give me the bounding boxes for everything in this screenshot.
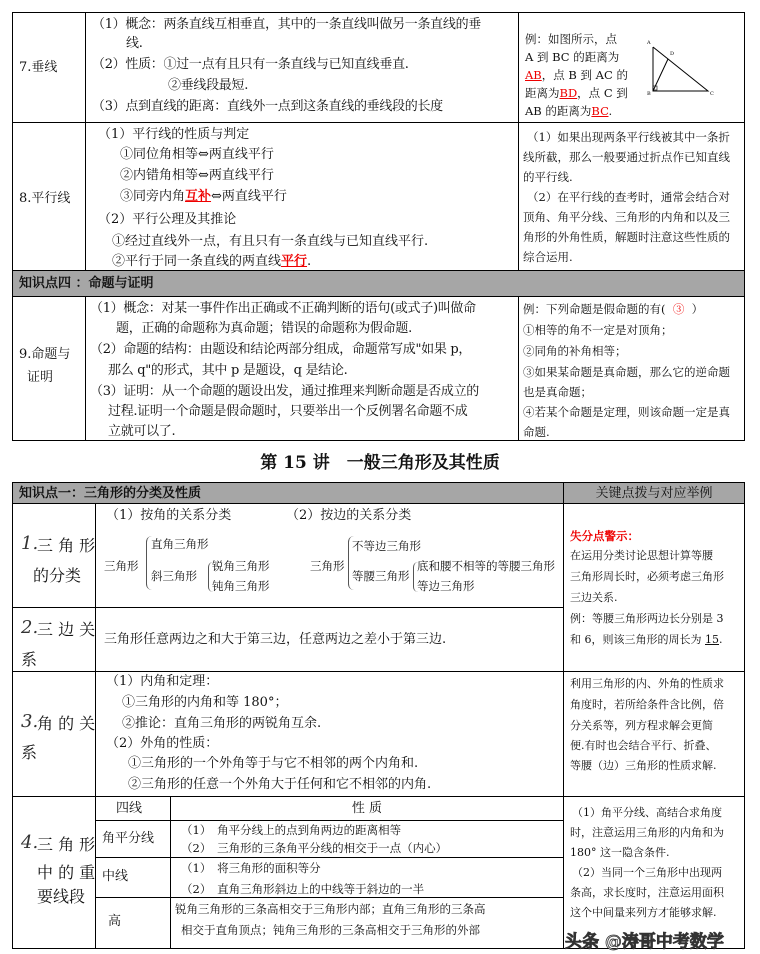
text-line: ①相等的角不一定是对顶角； bbox=[523, 323, 673, 337]
text-line: 条高，求长度时，注意运用面积 bbox=[570, 886, 724, 899]
section8-title: 8.平行线 bbox=[19, 191, 71, 206]
text-line: 便.有时也会结合平行、折叠、 bbox=[570, 739, 717, 752]
text-line: ③如果某命题是真命题，那么它的逆命题 bbox=[523, 365, 730, 379]
table2-header-right bbox=[563, 482, 745, 504]
text-line: ①三角形的一个外角等于与它不相邻的两个内角和. bbox=[128, 756, 419, 771]
text-line: 线. bbox=[126, 36, 143, 51]
text-line: 角形的外角性质，解题时注意这些性质的 bbox=[523, 230, 730, 244]
text-line: （2）命题的结构：由题设和结论两部分组成，命题常写成"如果 p， bbox=[90, 342, 472, 357]
row-title: 中 的 重 bbox=[37, 863, 96, 882]
text-line: 顶角、角平分线、三角形的内角和以及三 bbox=[523, 210, 730, 224]
tree-node: 等边三角形 bbox=[417, 579, 475, 593]
section9-title: 证明 bbox=[27, 370, 54, 385]
row-title: 系 bbox=[21, 743, 38, 762]
answer-ab: AB bbox=[525, 68, 542, 82]
col-property bbox=[170, 796, 564, 821]
text-line: ①三角形的内角和等 180°； bbox=[122, 695, 288, 710]
section8-content bbox=[85, 122, 519, 271]
text-line: 综合运用. bbox=[523, 250, 573, 264]
section9-content bbox=[85, 296, 519, 441]
row-title: 三 角 形 bbox=[37, 536, 96, 555]
text-line: 线所截，那么一般要通过折点作已知直线 bbox=[523, 150, 730, 164]
section9-title: 9.命题与 bbox=[19, 347, 71, 362]
knowledge-point-4-header bbox=[12, 270, 745, 297]
median-properties bbox=[170, 857, 564, 898]
section-heading: 知识点四 ：命题与证明 bbox=[19, 276, 154, 291]
tree-node: 直角三角形 bbox=[151, 537, 209, 551]
row3-content bbox=[95, 671, 564, 797]
text-line: （3）证明：从一个命题的题设出发，通过推理来判断命题是否成立的 bbox=[90, 384, 479, 399]
row-label: 角平分线 bbox=[102, 831, 155, 846]
text-line: 那么 q"的形式，其中 p 是题设，q 是结论. bbox=[108, 363, 348, 378]
row-title: 三 角 形 bbox=[37, 835, 96, 854]
row2-content bbox=[95, 607, 564, 672]
row2-title-cell bbox=[12, 607, 96, 672]
text-line: 例：如图所示，点 bbox=[525, 32, 617, 46]
text-line: 三角形周长时，必须考虑三角形 bbox=[570, 570, 724, 583]
section8-title-cell bbox=[12, 122, 86, 271]
row4-note bbox=[563, 796, 745, 949]
row-title: 三 边 关 bbox=[37, 620, 96, 639]
text-line: （3）点到直线的距离：直线外一点到这条直线的垂线段的长度 bbox=[92, 99, 443, 114]
text-line: 题，正确的命题称为真命题；错误的命题称为假命题. bbox=[116, 321, 412, 336]
tree-root: 三角形 bbox=[104, 559, 139, 573]
text-line: 命题. bbox=[523, 425, 550, 439]
text-line: （1）内角和定理： bbox=[106, 674, 219, 689]
text-line: （1） 角平分线上的点到角两边的距离相等 bbox=[181, 823, 402, 837]
row-number: 4. bbox=[21, 832, 39, 853]
text-line: 这个中间量来列方才能够求解. bbox=[570, 906, 717, 919]
row-label: 中线 bbox=[102, 869, 129, 884]
label-c: C bbox=[710, 91, 714, 97]
text-line: ②三角形的任意一个外角大于任何和它不相邻的内角. bbox=[128, 777, 432, 792]
row-title: 角 的 关 bbox=[37, 714, 96, 733]
row12-note bbox=[563, 503, 745, 672]
lecture-title: 第 15 讲 一般三角形及其性质 bbox=[260, 453, 500, 473]
row-number: 2. bbox=[21, 617, 39, 638]
text-line: 立就可以了. bbox=[108, 424, 176, 439]
section7-title-cell bbox=[12, 12, 86, 123]
text-line: 时，注意运用三角形的内角和为 bbox=[570, 826, 724, 839]
altitude-label-cell bbox=[95, 897, 171, 949]
median-label-cell bbox=[95, 857, 171, 898]
tree-node: 锐角三角形 bbox=[212, 559, 270, 573]
text-line: （1）概念：两条直线互相垂直，其中的一条直线叫做另一条直线的垂 bbox=[92, 17, 481, 32]
answer-bc: BC bbox=[591, 104, 609, 118]
section7-title: 7.垂线 bbox=[19, 60, 58, 75]
answer-bd: BD bbox=[559, 86, 578, 100]
text-line: 三角形任意两边之和大于第三边，任意两边之差小于第三边. bbox=[104, 632, 447, 647]
text-line: ②同角的补角相等； bbox=[523, 344, 627, 358]
text-line: 角度时，若所给条件含比例，倍 bbox=[570, 698, 724, 711]
text-line: 在运用分类讨论思想计算等腰 bbox=[570, 549, 713, 562]
tree-node: 斜三角形 bbox=[151, 569, 197, 583]
section7-example bbox=[518, 12, 745, 123]
text-line: ②垂线段最短. bbox=[168, 78, 249, 93]
answer-hubu: 互补 bbox=[185, 189, 212, 204]
text-line: ①经过直线外一点，有且只有一条直线与已知直线平行. bbox=[112, 234, 429, 249]
text-line: 例：等腰三角形两边长分别是 3 bbox=[570, 612, 724, 625]
row-title: 系 bbox=[21, 650, 38, 669]
text-line: （2）当同一个三角形中出现两 bbox=[572, 866, 722, 879]
text-line: ③同旁内角 bbox=[120, 189, 186, 204]
row-title: 要线段 bbox=[37, 887, 86, 906]
row-number: 3. bbox=[21, 711, 39, 732]
column-heading: 性 质 bbox=[351, 801, 383, 816]
text-line: 也是真命题； bbox=[523, 385, 592, 399]
text-line: 过程.证明一个命题是假命题时，只要举出一个反例署名命题不成 bbox=[108, 404, 468, 419]
row-number: 1. bbox=[21, 533, 39, 554]
section-heading: 知识点一：三角形的分类及性质 bbox=[19, 486, 202, 501]
row-title: 的分类 bbox=[33, 566, 82, 585]
section9-example bbox=[518, 296, 745, 441]
label-a: A bbox=[647, 40, 651, 46]
text-line: A 到 BC 的距离为 bbox=[525, 50, 620, 64]
text-line: . bbox=[307, 254, 312, 269]
text-line: （2）外角的性质： bbox=[106, 736, 219, 751]
text-line: 的平行线. bbox=[523, 170, 573, 184]
text-line: ⇔两直线平行 bbox=[211, 189, 287, 204]
answer-15: 15 bbox=[705, 633, 719, 646]
text-line: . bbox=[719, 633, 723, 646]
right-triangle-figure bbox=[643, 31, 743, 97]
warning-heading: 失分点警示： bbox=[570, 529, 639, 543]
table2-header-left bbox=[12, 482, 564, 504]
text-line: 锐角三角形的三条高相交于三角形内部；直角三角形的三条高 bbox=[175, 902, 486, 916]
answer-3: ③ bbox=[672, 302, 685, 316]
column-heading: 关键点拨与对应举例 bbox=[595, 486, 713, 501]
text-line: （1）角平分线、高结合求角度 bbox=[572, 806, 722, 819]
row3-title-cell bbox=[12, 671, 96, 797]
tree-root: 三角形 bbox=[310, 559, 345, 573]
text-line: ②推论：直角三角形的两锐角互余. bbox=[122, 716, 322, 731]
text-line: ④若某个命题是定理，则该命题一定是真 bbox=[523, 405, 730, 419]
section7-content bbox=[85, 12, 519, 123]
tree-node: 底和腰不相等的等腰三角形 bbox=[417, 559, 555, 573]
text-line: 利用三角形的内、外角的性质求 bbox=[570, 677, 724, 690]
text-line: （2）在平行线的查考时，通常会结合对 bbox=[527, 190, 730, 204]
text-line: （2）性质：①过一点有且只有一条直线与已知直线垂直. bbox=[92, 57, 409, 72]
row-label: 高 bbox=[108, 914, 122, 929]
text-line: ①同位角相等⇔两直线平行 bbox=[120, 147, 274, 162]
text-line: ②内错角相等⇔两直线平行 bbox=[120, 168, 274, 183]
text-line: AB 的距离为 bbox=[525, 104, 592, 118]
text-line: ②平行于同一条直线的两直线 bbox=[112, 254, 282, 269]
text-line: 例：下列命题是假命题的有( bbox=[523, 302, 666, 316]
text-line: （1）按角的关系分类 bbox=[106, 508, 232, 523]
text-line: ，点 C 到 bbox=[577, 86, 628, 100]
tree-node: 钝角三角形 bbox=[212, 579, 270, 593]
row3-note bbox=[563, 671, 745, 797]
triangle-classification bbox=[95, 503, 564, 608]
tree-node: 不等边三角形 bbox=[352, 539, 421, 553]
text-line: （2）按边的关系分类 bbox=[286, 508, 412, 523]
text-line: 180° 这一隐含条件. bbox=[570, 846, 670, 859]
label-d: D bbox=[670, 51, 675, 57]
row4-title-cell bbox=[12, 796, 96, 949]
text-line: （2）平行公理及其推论 bbox=[98, 212, 237, 227]
text-line: （1）如果出现两条平行线被其中一条折 bbox=[527, 130, 730, 144]
text-line: （2） 三角形的三条角平分线的相交于一点（内心） bbox=[181, 841, 448, 855]
text-line: （1）概念：对某一事件作出正确或不正确判断的语句(或式子)叫做命 bbox=[90, 301, 476, 316]
column-heading: 四线 bbox=[116, 801, 143, 816]
col-four-lines bbox=[95, 796, 171, 821]
text-line: 三边关系. bbox=[570, 591, 618, 604]
text-line: . bbox=[608, 104, 613, 118]
text-line: 相交于直角顶点；钝角三角形的三条高相交于三角形的外部 bbox=[181, 923, 480, 937]
text-line: （1） 将三角形的面积等分 bbox=[181, 861, 321, 875]
watermark: 头条 @涛哥中考数学 bbox=[565, 932, 724, 952]
text-line: ，点 B 到 AC 的 bbox=[541, 68, 628, 82]
answer-pingxing: 平行 bbox=[281, 254, 308, 269]
text-line: 和 6，则该三角形的周长为 bbox=[570, 633, 705, 646]
text-line: 等腰（边）三角形的性质求解. bbox=[570, 759, 717, 772]
text-line: 分关系等，列方程求解会更简 bbox=[570, 719, 713, 732]
bisector-label-cell bbox=[95, 820, 171, 858]
text-line: 距离为 bbox=[525, 86, 560, 100]
tree-node: 等腰三角形 bbox=[352, 569, 410, 583]
row1-title-cell bbox=[12, 503, 96, 608]
bisector-properties bbox=[170, 820, 564, 858]
text-line: （1）平行线的性质与判定 bbox=[98, 127, 250, 142]
text-line: ） bbox=[691, 302, 704, 316]
section9-title-cell bbox=[12, 296, 86, 441]
altitude-properties bbox=[170, 897, 564, 949]
label-b: B bbox=[647, 91, 651, 97]
text-line: （2） 直角三角形斜边上的中线等于斜边的一半 bbox=[181, 882, 425, 896]
section8-notes bbox=[518, 122, 745, 271]
